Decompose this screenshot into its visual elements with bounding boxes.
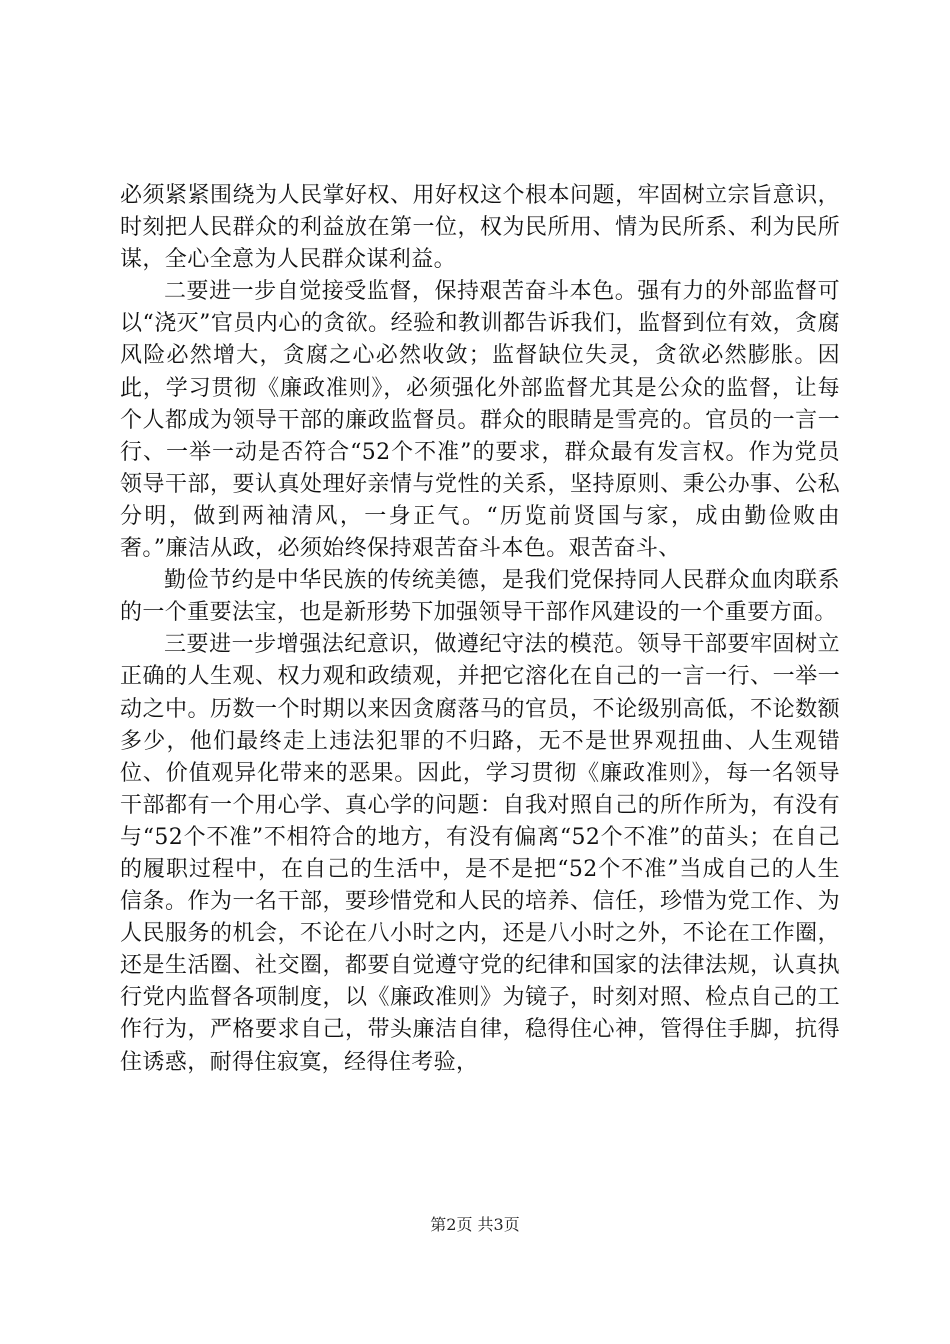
paragraph-2: 二要进一步自觉接受监督，保持艰苦奋斗本色。强有力的外部监督可以“浇灭”官员内心的贪欲。经验和教训都告诉我们，监督到位有效，贪腐风险必然增大，贪腐之心必然收敛；监督缺位失灵，贪欲必然膨胀。因此，学习贯彻《廉政准则》，必须强化外部监督尤其是公众的监督，让每个人都成为领导干部的廉政监督员。群众的眼睛是雪亮的。官员的一言一行、一举一动是否符合“52个不准”的要求，群众最有发言权。作为党员领导干部，要认真处理好亲情与党性的关系，坚持原则、秉公办事、公私分明，做到两袖清风，一身正气。“历览前贤国与家，成由勤俭败由奢。”廉洁从政，必须始终保持艰苦奋斗本色。艰苦奋斗、 [120, 279, 840, 562]
paragraph-4: 三要进一步增强法纪意识，做遵纪守法的模范。领导干部要牢固树立正确的人生观、权力观和政绩观，并把它溶化在自己的一言一行、一举一动之中。历数一个时期以来因贪腐落马的官员，不论级别高低，不论数额多少，他们最终走上违法犯罪的不归路，无不是世界观扭曲、人生观错位、价值观异化带来的恶果。因此，学习贯彻《廉政准则》，每一名领导干部都有一个用心学、真心学的问题：自我对照自己的所作所为，有没有与“52个不准”不相符合的地方，有没有偏离“52个不准”的苗头；在自己的履职过程中，在自己的生活中，是不是把“52个不准”当成自己的人生信条。作为一名干部，要珍惜党和人民的培养、信任，珍惜为党工作、为人民服务的机会，不论在八小时之内，还是八小时之外，不论在工作圈，还是生活圈、社交圈，都要自觉遵守党的纪律和国家的法律法规，认真执行党内监督各项制度，以《廉政准则》为镜子，时刻对照、检点自己的工作行为，严格要求自己，带头廉洁自律，稳得住心神，管得住手脚，抗得住诱惑，耐得住寂寞，经得住考验， [120, 632, 840, 1075]
document-body [120, 180, 840, 1079]
paragraph-1: 必须紧紧围绕为人民掌好权、用好权这个根本问题，牢固树立宗旨意识，时刻把人民群众的利益放在第一位，权为民所用、情为民所系、利为民所谋，全心全意为人民群众谋利益。 [120, 183, 840, 273]
page-number-footer: 第2页 共3页 [430, 1215, 520, 1234]
paragraph-3: 勤俭节约是中华民族的传统美德，是我们党保持同人民群众血肉联系的一个重要法宝，也是新形势下加强领导干部作风建设的一个重要方面。 [120, 568, 840, 626]
